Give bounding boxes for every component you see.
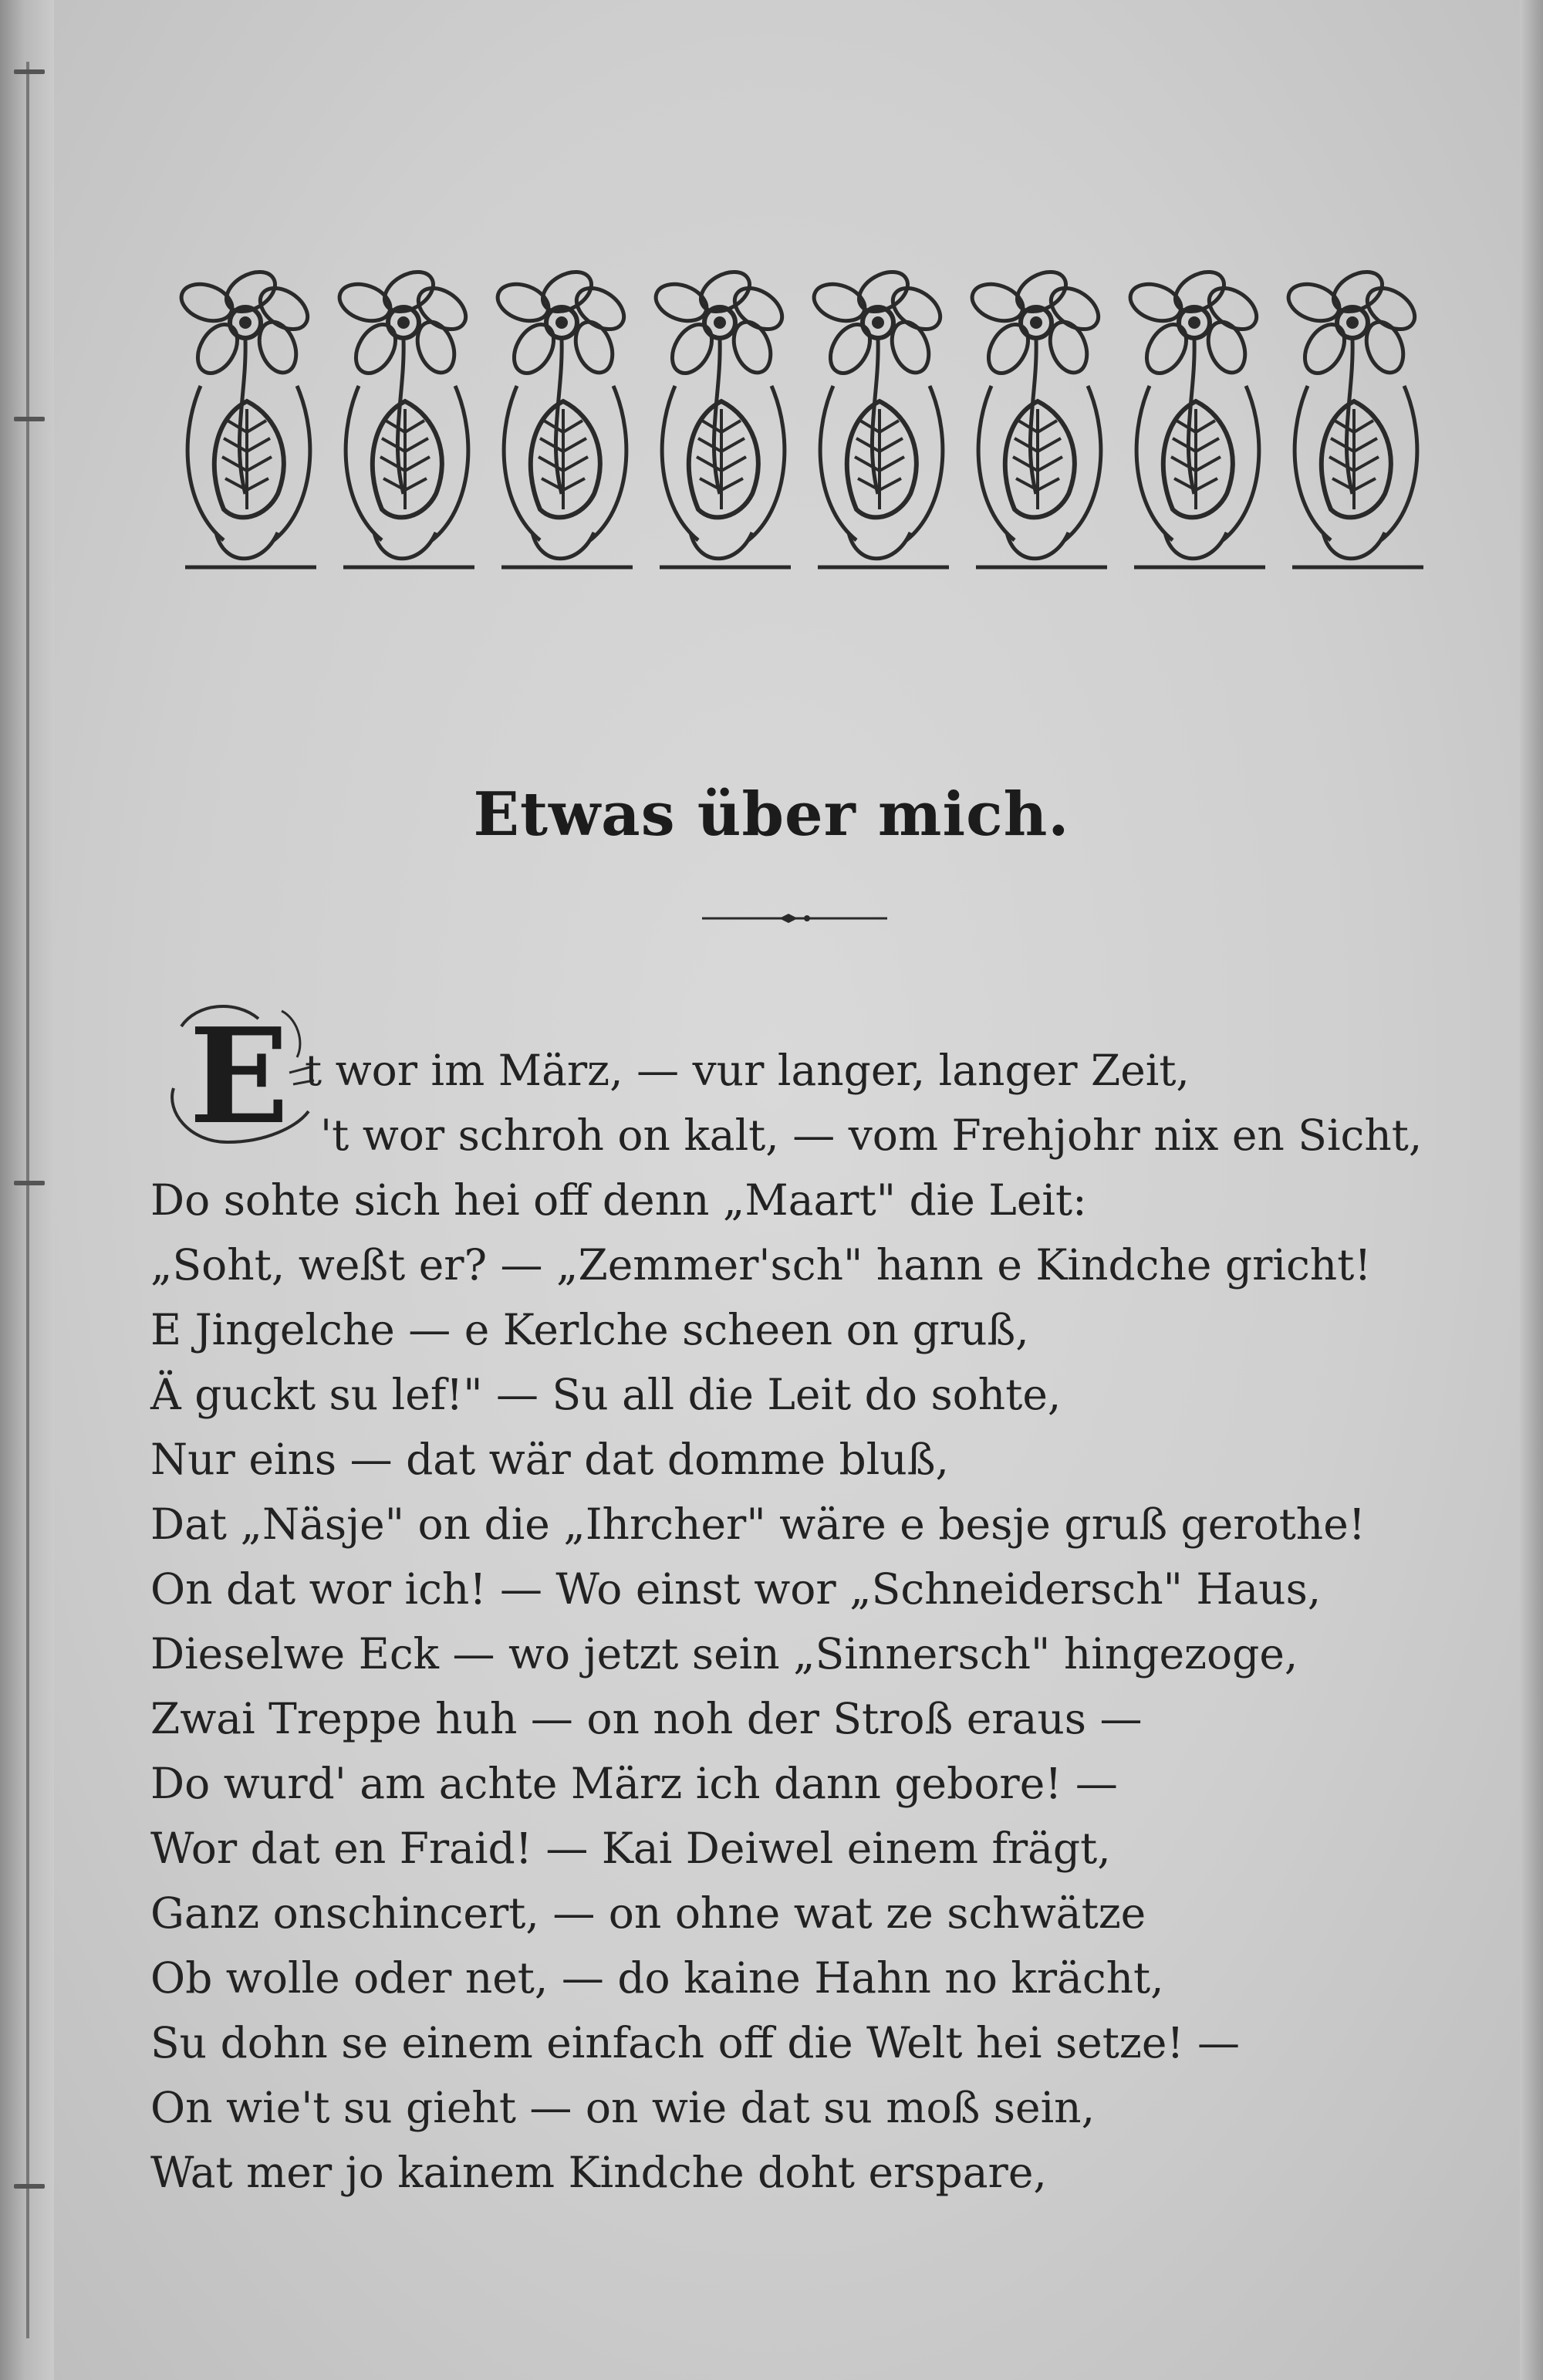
binding-line <box>26 62 29 2338</box>
poem-line: t wor im März, — vur langer, langer Zeit, <box>305 1046 1190 1095</box>
poem-line: On wie't su gieht — on wie dat su moß sein, <box>150 2083 1096 2132</box>
binding-stitch <box>14 69 45 74</box>
page-title: Etwas über mich. <box>473 779 1070 850</box>
poem-line: Ganz onschincert, — on ohne wat ze schwätze <box>150 1888 1146 1938</box>
poem-line: 't wor schroh on kalt, — vom Frehjohr nix en Sicht, <box>320 1111 1423 1160</box>
poem-line: Nur eins — dat wär dat domme bluß, <box>150 1435 949 1484</box>
poem-line: Dieselwe Eck — wo jetzt sein „Sinnersch" hingezoge, <box>150 1629 1298 1679</box>
poem-line: Do wurd' am achte März ich dann gebore! — <box>150 1759 1118 1808</box>
binding-stitch <box>14 1181 45 1185</box>
poem-line: Do sohte sich hei off denn „Maart" die Leit: <box>150 1175 1087 1225</box>
binding-stitch <box>14 2184 45 2189</box>
poem-line: On dat wor ich! — Wo einst wor „Schneidersch" Haus, <box>150 1564 1322 1614</box>
poem-line: Zwai Treppe huh — on noh der Stroß eraus — <box>150 1694 1143 1743</box>
page-edge <box>1520 0 1543 2380</box>
poem-line: Su dohn se einem einfach off die Welt hei setze! — <box>150 2018 1240 2067</box>
floral-ornament-border <box>170 262 1427 602</box>
book-binding <box>0 0 54 2380</box>
binding-stitch <box>14 417 45 421</box>
poem-line: Ob wolle oder net, — do kaine Hahn no krächt, <box>150 1953 1164 2003</box>
decorative-rule <box>702 911 887 926</box>
poem-line: Ä guckt su lef!" — Su all die Leit do sohte, <box>150 1370 1062 1419</box>
poem-line: E Jingelche — e Kerlche scheen on gruß, <box>150 1305 1029 1354</box>
poem-line: Wor dat en Fraid! — Kai Deiwel einem frägt, <box>150 1824 1111 1873</box>
poem-line: Wat mer jo kainem Kindche doht erspare, <box>150 2148 1047 2197</box>
poem-line: „Soht, weßt er? — „Zemmer'sch" hann e Kindche gricht! <box>150 1240 1372 1290</box>
poem-text <box>150 1038 1462 2205</box>
drop-cap-letter: E <box>189 999 289 1154</box>
poem-line: Dat „Näsje" on die „Ihrcher" wäre e besje gruß gerothe! <box>150 1499 1366 1549</box>
